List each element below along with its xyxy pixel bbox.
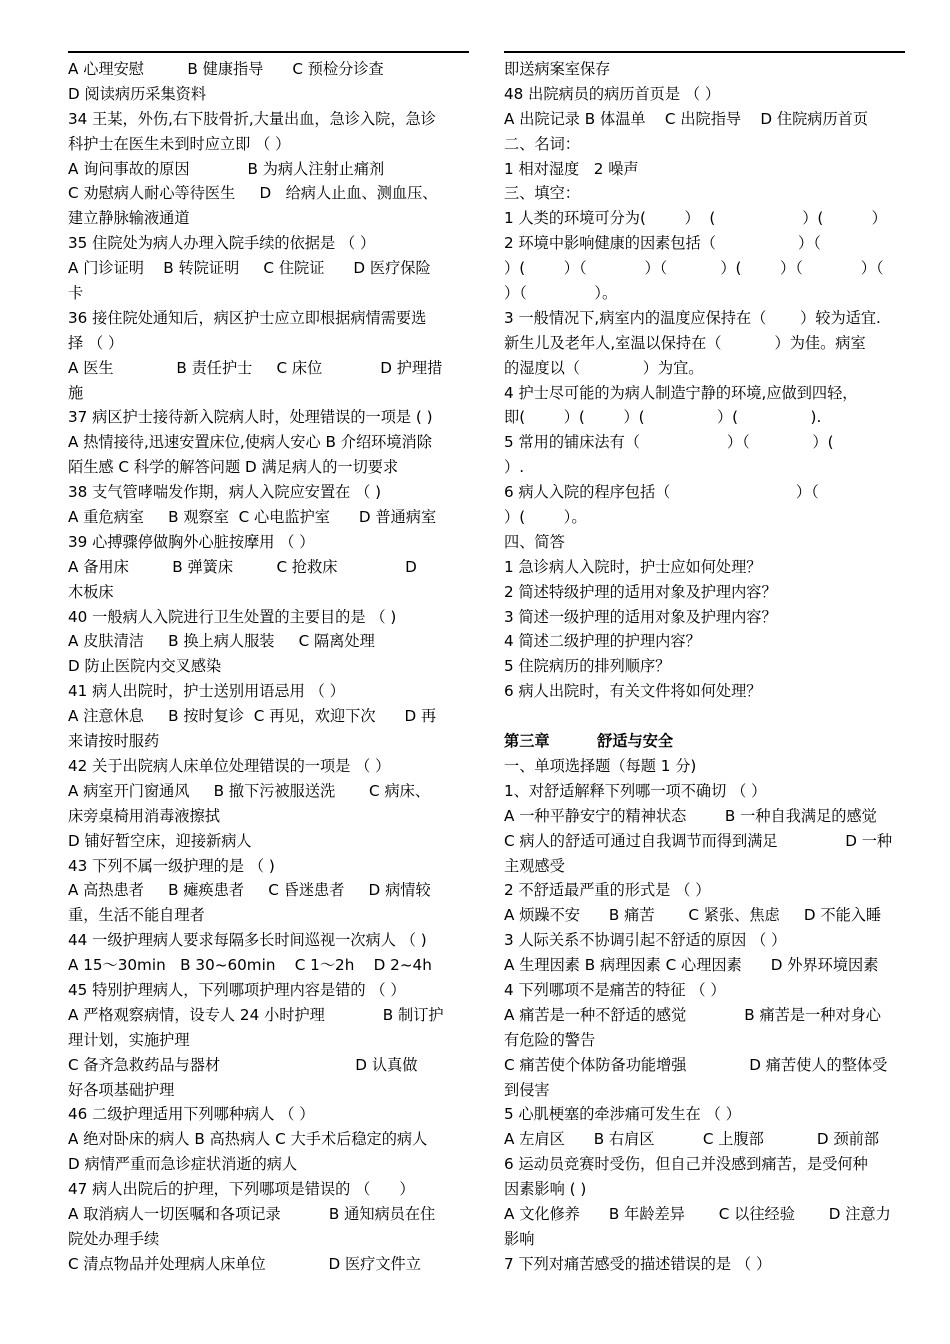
text-line: 科护士在医生未到时应立即 （ ） xyxy=(68,134,291,153)
text-line: 主观感受 xyxy=(504,856,565,875)
text-line: 1 人类的环境可分为( ） ( ）( ） xyxy=(504,209,887,228)
text-line: 5 常用的铺床法有（ ）（ ）( xyxy=(504,433,834,452)
text-line: 4 简述二级护理的护理内容？ xyxy=(504,632,701,651)
text-line: 5 心肌梗塞的牵涉痛可发生在 （ ） xyxy=(504,1105,741,1124)
text-line: 1、对舒适解释下列哪一项不确切 （ ） xyxy=(504,781,767,800)
text-line: C 备齐急救药品与器材 D 认真做 xyxy=(68,1055,418,1074)
text-line: 3 人际关系不协调引起不舒适的原因 （ ） xyxy=(504,931,787,950)
section-heading: 二、名词： xyxy=(504,134,580,153)
text-line: 42 关于出院病人床单位处理错误的一项是 （ ） xyxy=(68,756,391,775)
section-heading: 四、简答 xyxy=(504,532,565,551)
text-line: 36 接住院处通知后，病区护士应立即根据病情需要选 xyxy=(68,308,427,327)
text-line: A 一种平静安宁的精神状态 B 一种自我满足的感觉 xyxy=(504,806,877,825)
text-line: A 病室开门窗通风 B 撤下污被服送洗 C 病床、 xyxy=(68,781,431,800)
text-line: 6 运动员竞赛时受伤，但自己并没感到痛苦，是受何种 xyxy=(504,1155,868,1174)
text-line: 即( ）( ）( ）( ). xyxy=(504,408,822,427)
text-line: A 痛苦是一种不舒适的感觉 B 痛苦是一种对身心 xyxy=(504,1005,881,1024)
text-line: A 文化修养 B 年龄差异 C 以往经验 D 注意力 xyxy=(504,1204,891,1223)
text-line: C 痛苦使个体防备功能增强 D 痛苦使人的整体受 xyxy=(504,1055,888,1074)
text-line: A 皮肤清洁 B 换上病人服装 C 隔离处理 xyxy=(68,632,375,651)
text-line: 好各项基础护理 xyxy=(68,1080,175,1099)
text-line: A 绝对卧床的病人 B 高热病人 C 大手术后稳定的病人 xyxy=(68,1130,428,1149)
right-column xyxy=(504,57,906,1277)
text-line: ）. xyxy=(504,458,525,477)
text-line: 3 简述一级护理的适用对象及护理内容？ xyxy=(504,607,777,626)
text-line: 6 病人出院时，有关文件将如何处理？ xyxy=(504,682,762,701)
text-line: 38 支气管哮喘发作期，病人入院应安置在 （ ) xyxy=(68,483,382,502)
text-line: A 生理因素 B 病理因素 C 心理因素 D 外界环境因素 xyxy=(504,956,879,975)
text-line: A 询问事故的原因 B 为病人注射止痛剂 xyxy=(68,159,385,178)
text-line: 院处办理手续 xyxy=(68,1229,160,1248)
text-line: 2 不舒适最严重的形式是 （ ） xyxy=(504,881,711,900)
text-line: 择 （ ） xyxy=(68,333,124,352)
text-line: A 重危病室 B 观察室 C 心电监护室 D 普通病室 xyxy=(68,508,437,527)
text-line: 因素影响 ( ) xyxy=(504,1180,587,1199)
text-line: A 左肩区 B 右肩区 C 上腹部 D 颈前部 xyxy=(504,1130,880,1149)
text-line: 重，生活不能自理者 xyxy=(68,906,205,925)
text-line: 41 病人出院时，护士送别用语忌用 （ ） xyxy=(68,682,345,701)
text-line: A 注意休息 B 按时复诊 C 再见，欢迎下次 D 再 xyxy=(68,707,437,726)
text-line: 影响 xyxy=(504,1229,535,1248)
text-line: A 心理安慰 B 健康指导 C 预检分诊查 xyxy=(68,60,384,78)
text-line: 35 住院处为病人办理入院手续的依据是 （ ） xyxy=(68,234,376,253)
text-line: 卡 xyxy=(68,284,84,303)
text-line: 37 病区护士接待新入院病人时，处理错误的一项是 ( ) xyxy=(68,408,433,427)
text-line: 5 住院病历的排列顺序？ xyxy=(504,657,671,676)
top-rule-left xyxy=(68,51,469,53)
text-line: 木板床 xyxy=(68,582,114,601)
text-line: C 清点物品并处理病人床单位 D 医疗文件立 xyxy=(68,1254,421,1273)
text-line: 4 下列哪项不是痛苦的特征 （ ） xyxy=(504,980,726,999)
text-line: D 铺好暂空床，迎接新病人 xyxy=(68,831,252,850)
text-line: 3 一般情况下,病室内的温度应保持在（ ）较为适宜. xyxy=(504,308,881,327)
left-column xyxy=(68,57,470,1277)
text-line: 34 王某，外伤,右下肢骨折,大量出血，急诊入院，急诊 xyxy=(68,109,436,128)
text-line: A 热情接待,迅速安置床位,使病人安心 B 介绍环境消除 xyxy=(68,433,432,452)
text-line: 来请按时服药 xyxy=(68,732,160,751)
text-line: 2 简述特级护理的适用对象及护理内容？ xyxy=(504,582,777,601)
text-line: 理计划，实施护理 xyxy=(68,1030,190,1049)
text-line: A 严格观察病情，设专人 24 小时护理 B 制订护 xyxy=(68,1005,444,1024)
text-line: 建立静脉输液通道 xyxy=(68,209,190,228)
text-line: D 防止医院内交叉感染 xyxy=(68,657,222,676)
text-line: 7 下列对痛苦感受的描述错误的是 （ ） xyxy=(504,1254,772,1273)
text-line: 施 xyxy=(68,383,84,402)
text-line: A 烦躁不安 B 痛苦 C 紧张、焦虑 D 不能入睡 xyxy=(504,906,882,925)
text-line: C 病人的舒适可通过自我调节而得到满足 D 一种 xyxy=(504,831,893,850)
text-line: 1 急诊病人入院时，护士应如何处理？ xyxy=(504,557,762,576)
blank-line xyxy=(504,704,906,729)
text-line: 39 心搏骤停做胸外心脏按摩用 （ ） xyxy=(68,532,315,551)
text-line: A 门诊证明 B 转院证明 C 住院证 D 医疗保险 xyxy=(68,259,431,278)
text-line: 1 相对湿度 2 噪声 xyxy=(504,159,639,178)
text-line: 43 下列不属一级护理的是 （ ) xyxy=(68,856,275,875)
text-line: A 高热患者 B 瘫痪患者 C 昏迷患者 D 病情较 xyxy=(68,881,431,900)
chapter-title: 第三章 舒适与安全 xyxy=(504,732,674,751)
top-rule-right xyxy=(504,51,905,53)
text-line: 47 病人出院后的护理，下列哪项是错误的 （ ） xyxy=(68,1180,415,1199)
text-line: ）（ ）。 xyxy=(504,284,618,303)
text-line: 45 特别护理病人，下列哪项护理内容是错的 （ ） xyxy=(68,980,406,999)
text-line: A 15～30min B 30~60min C 1～2h D 2~4h xyxy=(68,956,432,975)
text-line: A 备用床 B 弹簧床 C 抢救床 D xyxy=(68,557,417,576)
text-line: A 取消病人一切医嘱和各项记录 B 通知病员在住 xyxy=(68,1204,436,1223)
text-line: 44 一级护理病人要求每隔多长时间巡视一次病人 （ ) xyxy=(68,931,427,950)
text-line: 40 一般病人入院进行卫生处置的主要目的是 （ ) xyxy=(68,607,397,626)
text-line: 有危险的警告 xyxy=(504,1030,596,1049)
text-line: 陌生感 C 科学的解答问题 D 满足病人的一切要求 xyxy=(68,458,399,477)
text-line: C 劝慰病人耐心等待医生 D 给病人止血、测血压、 xyxy=(68,184,438,203)
text-line: D 阅读病历采集资料 xyxy=(68,84,207,103)
section-heading: 三、填空： xyxy=(504,184,580,203)
text-line: A 医生 B 责任护士 C 床位 D 护理措 xyxy=(68,358,443,377)
text-line: 2 环境中影响健康的因素包括（ ）（ xyxy=(504,234,821,253)
text-line: 即送病案室保存 xyxy=(504,60,611,78)
text-line: D 病情严重而急诊症状消逝的病人 xyxy=(68,1155,298,1174)
text-line: 46 二级护理适用下列哪种病人 （ ） xyxy=(68,1105,315,1124)
text-line: 新生儿及老年人,室温以保持在（ ）为佳。病室 xyxy=(504,333,866,352)
text-line: 6 病人入院的程序包括（ ）（ xyxy=(504,483,819,502)
text-line: 到侵害 xyxy=(504,1080,550,1099)
section-heading: 一、单项选择题（每题 1 分) xyxy=(504,756,697,775)
text-line: ）( ）。 xyxy=(504,508,587,527)
text-line: 4 护士尽可能的为病人制造宁静的环境,应做到四轻， xyxy=(504,383,858,402)
text-line: A 出院记录 B 体温单 C 出院指导 D 住院病历首页 xyxy=(504,109,869,128)
text-line: 48 出院病员的病历首页是 （ ） xyxy=(504,84,721,103)
text-line: 床旁桌椅用消毒液擦拭 xyxy=(68,806,220,825)
text-line: ）( ）（ ）（ ）( ）（ ）（ xyxy=(504,259,884,278)
text-line: 的湿度以（ ）为宜。 xyxy=(504,358,704,377)
